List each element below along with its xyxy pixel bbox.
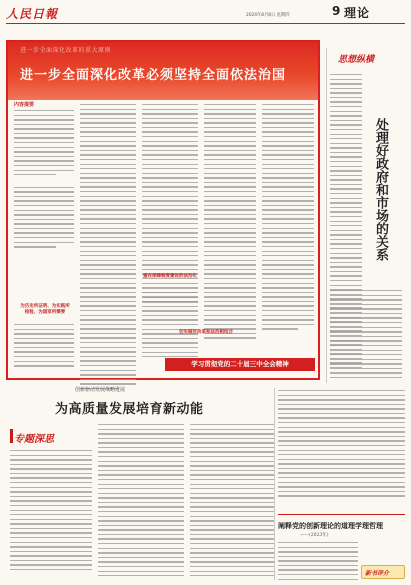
lower-text-column-1	[10, 450, 92, 574]
upper-right-lower-text	[278, 390, 405, 500]
campaign-banner	[165, 358, 315, 371]
article-banner	[8, 42, 318, 100]
column-divider	[274, 388, 275, 580]
lower-article-title[interactable]: 为高质量发展培育新动能	[55, 402, 204, 417]
text-column-3b	[142, 292, 198, 361]
subhead-3: 切实做好改革和法治相结合	[179, 330, 233, 335]
lower-text-column-2	[98, 424, 184, 580]
text-column-2	[80, 104, 136, 392]
campaign-banner-text: 学习贯彻党的二十届三中全会精神	[191, 360, 289, 368]
newspaper-logo: 人民日報	[6, 7, 59, 21]
article-title[interactable]: 进一步全面深化改革必须坚持全面依法治国	[20, 68, 287, 83]
abstract-heading: 内容提要	[14, 102, 35, 108]
book-review-badge-text: 新书评介	[365, 570, 390, 577]
special-section-marker	[10, 429, 13, 443]
column-logo: 思想纵横	[338, 55, 375, 65]
featured-article[interactable]	[6, 40, 320, 380]
sidebar-article-title[interactable]: 处理好政府和市场的关系	[373, 118, 388, 261]
book-section-rule	[278, 514, 405, 515]
book-review-text	[278, 542, 358, 583]
special-section-label: 专题深思	[14, 434, 54, 445]
book-review-subtitle: ——(2023年)	[300, 533, 329, 538]
subhead-2: 重在保障制度建设的法治化	[143, 274, 197, 279]
text-column-5	[262, 104, 314, 333]
subhead-1: 为历史所证明、为实践所检验、为国家所需要	[20, 304, 70, 315]
lower-text-column-3	[190, 424, 274, 580]
book-review-title[interactable]: 阐释党的创新理论的道理学理哲理	[278, 522, 383, 530]
masthead	[6, 4, 405, 24]
lower-article-kicker: 创新驱动发展战略进展	[75, 387, 126, 393]
text-column-4	[204, 104, 256, 342]
page-number: 9	[332, 4, 341, 18]
book-review-badge	[361, 565, 405, 579]
text-column-1b	[14, 324, 74, 370]
publication-info: 2024年8月8日 星期四	[246, 13, 290, 18]
text-column-1	[14, 110, 74, 251]
sidebar-text-2	[330, 290, 402, 382]
section-name: 理论	[344, 6, 371, 20]
article-kicker: 进一步全面深化改革的重大原则	[20, 47, 112, 54]
